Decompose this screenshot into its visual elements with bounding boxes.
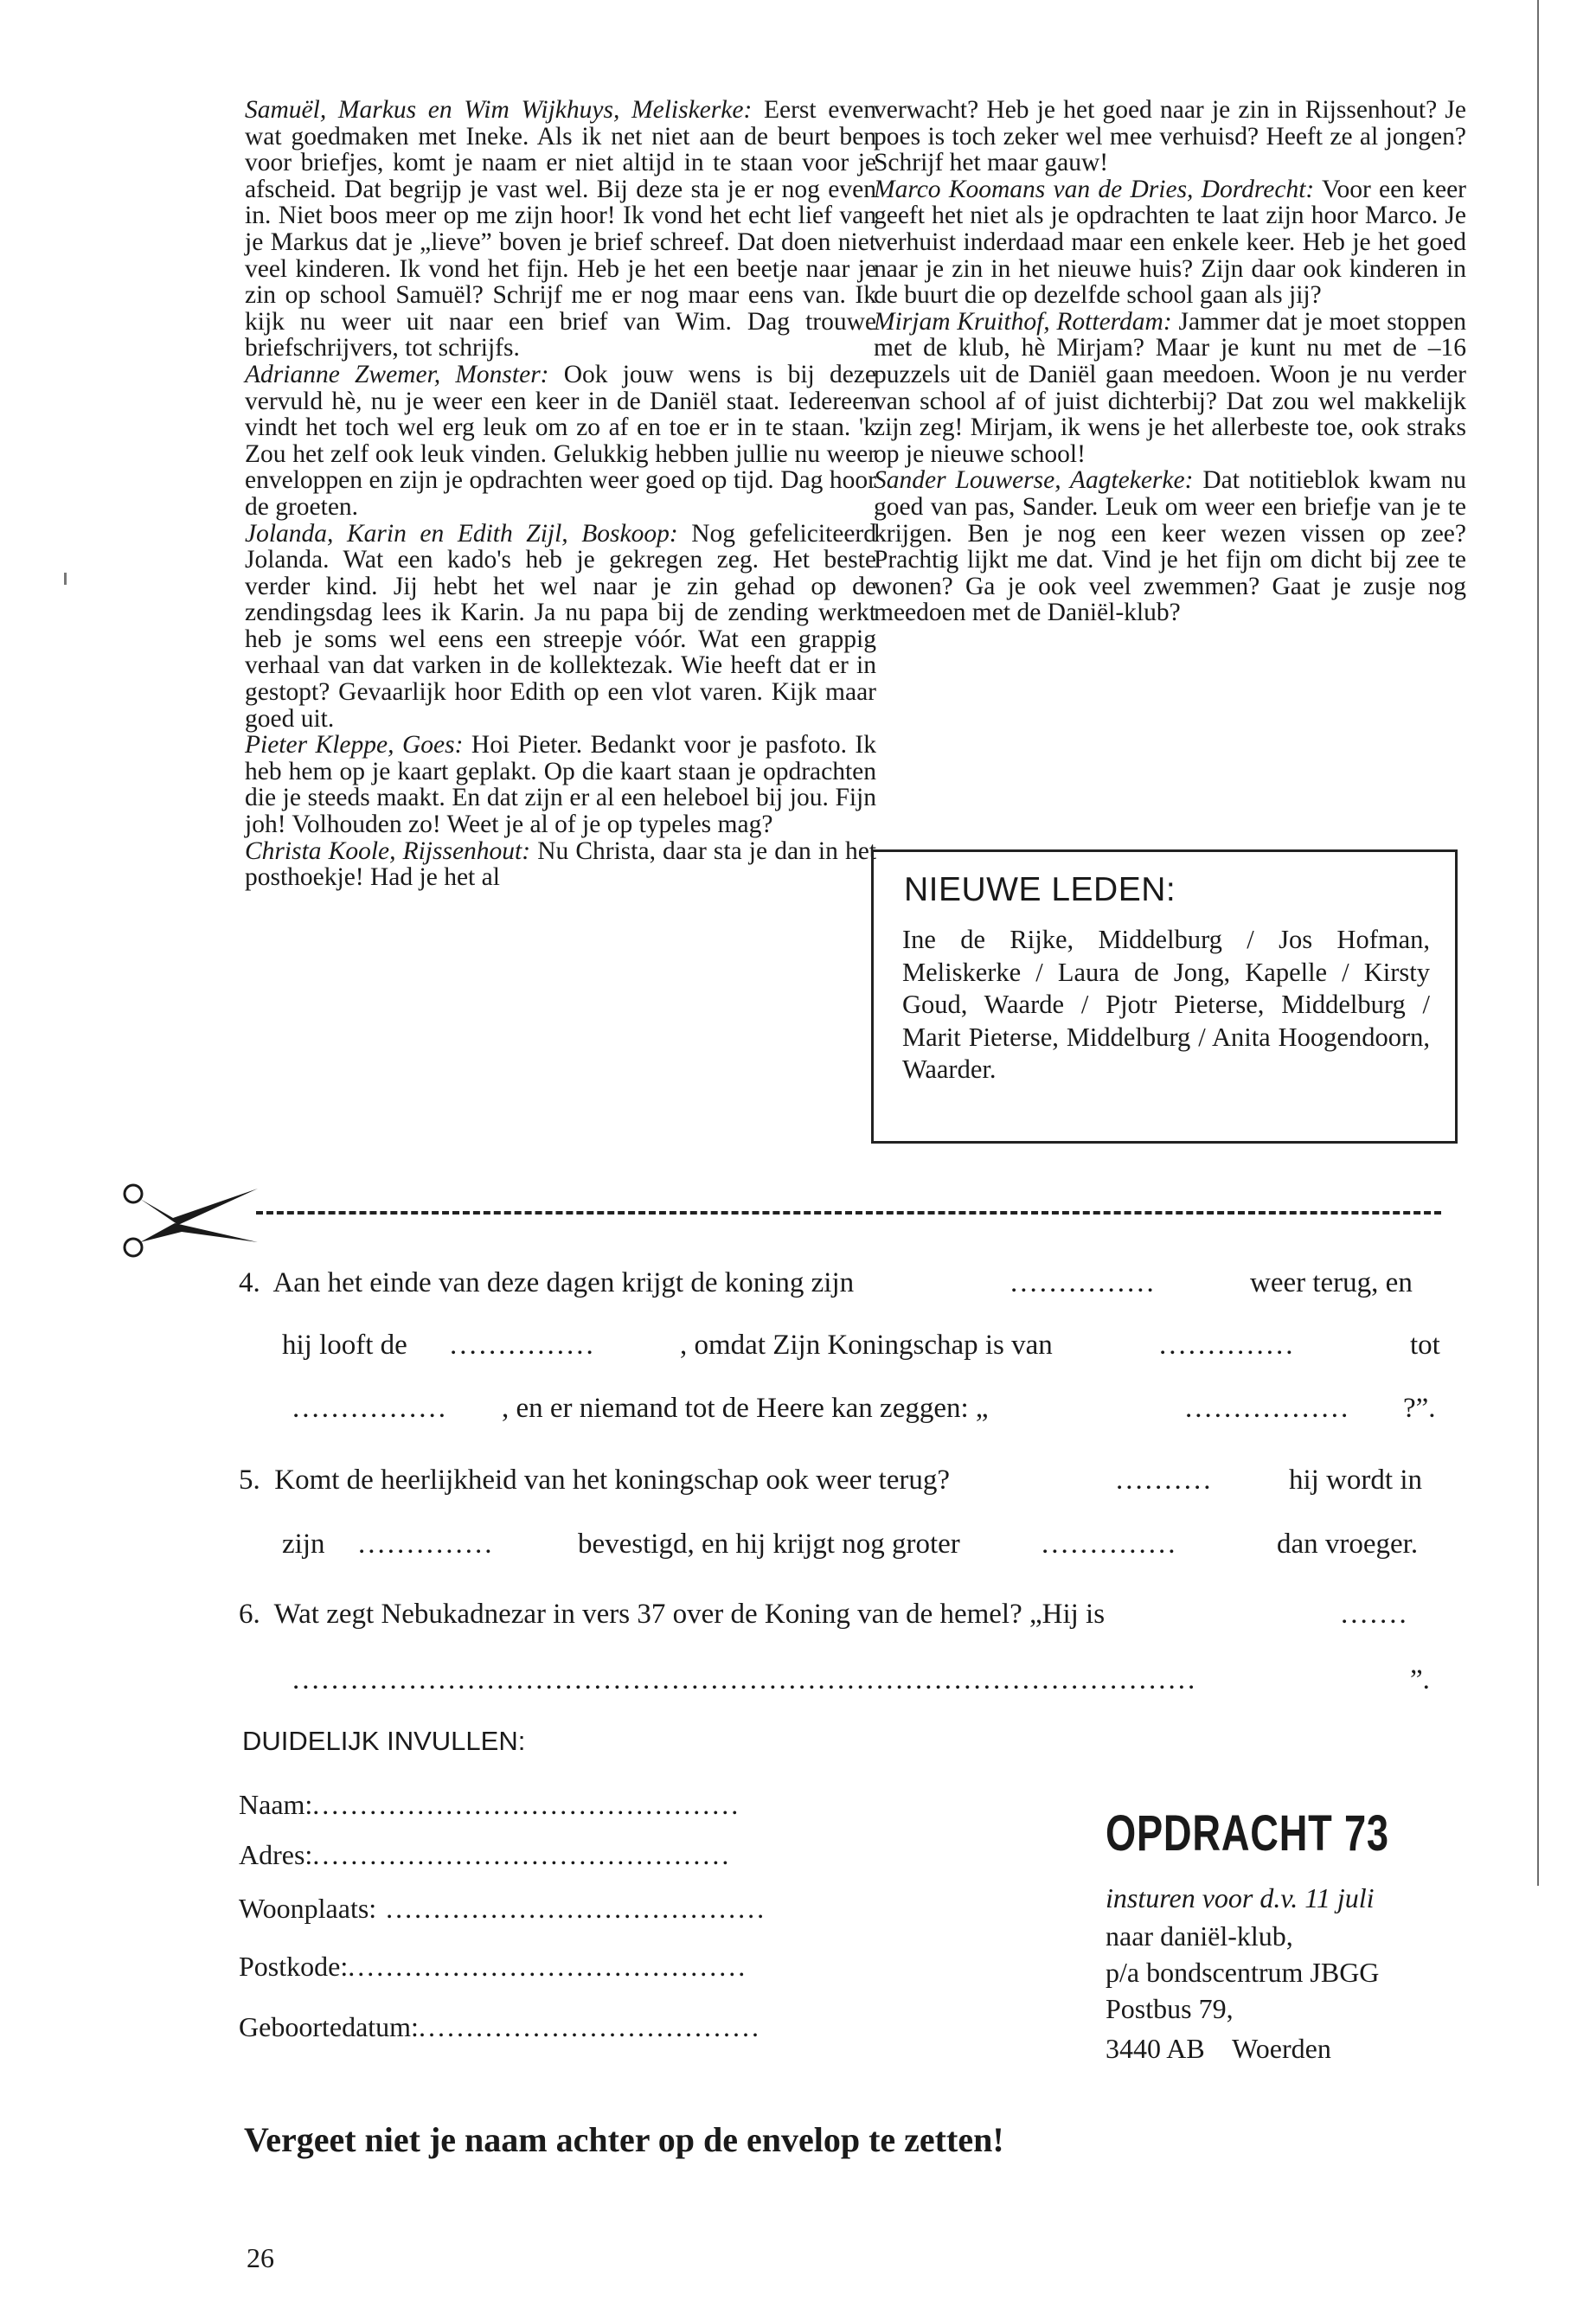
question-text: ?”. [1403,1393,1436,1424]
woonplaats-label: Woonplaats: [239,1893,377,1924]
nieuwe-leden-title: NIEUWE LEDEN: [904,871,1176,908]
page-number: 26 [247,2242,274,2273]
address-line: Postbus 79, [1106,1993,1234,2024]
reminder-text: Vergeet niet je naam achter op de envelop te zetten! [244,2120,1004,2159]
postkode-field[interactable]: Postkode:.......................................... [239,1951,748,1982]
letter-text: Nu Christa, daar sta je dan in het posthoekje! Had je het al [245,836,876,892]
page-edge-line [1537,0,1539,1886]
address-line: 3440 AB Woerden [1106,2033,1331,2064]
letter-text: Hoi Pieter. Bedankt voor je pasfoto. Ik heb hem op je kaart geplakt. Op die kaart staan je opdrachten die je steeds maakt. En dat zijn er al een heleboel bij jou. Fijn joh! Volhouden zo! Weet je al of je op typeles mag? [245,731,876,839]
letter [245,732,876,837]
letter [245,362,876,521]
letter-addressee: Christa Koole, Rijssenhout: [245,836,531,865]
question-text: dan vroeger. [1277,1529,1419,1560]
question-text: , omdat Zijn Koningschap is van [680,1330,1053,1361]
letter-text: verwacht? Heb je het goed naar je zin in Rijssenhout? Je poes is toch zeker wel mee verhuisd? Heeft ze al jongen? Schrijf het maar gauw! [874,96,1466,177]
letter-text: Dat notitieblok kwam nu goed van pas, Sander. Leuk om weer een briefje van je te krijgen. Ben je nog een keer wezen vissen op zee? Prachtig lijkt me dat. Vind je het fijn om dicht bij zee te wonen? Ga je ook veel zwemmen? Gaat je zusje nog meedoen met de Daniël-klub? [874,466,1466,627]
instuur-deadline: insturen voor d.v. 11 juli [1106,1882,1375,1913]
letter [245,97,876,362]
letter-addressee: Samuël, Markus en Wim Wijkhuys, Meliskerke: [245,96,753,124]
adres-label: Adres: [239,1839,313,1870]
address-line: p/a bondscentrum JBGG [1106,1957,1380,1988]
letter [245,521,876,733]
question-5-line-1 [239,1465,950,1497]
answer-blank[interactable]: ................. [1185,1393,1351,1424]
letter-addressee: Adrianne Zwemer, Monster: [245,360,549,388]
adres-field[interactable]: Adres:............................................ [239,1839,732,1870]
letter [874,467,1466,626]
letter [245,838,876,891]
question-number: 6. [239,1599,260,1630]
question-text: hij wordt in [1289,1465,1422,1496]
letter [874,176,1466,309]
answer-blank[interactable]: .............. [358,1529,495,1560]
naam-label: Naam: [239,1789,313,1820]
question-number: 4. [239,1267,260,1298]
answer-blank[interactable]: ............................................................................................. [292,1664,1198,1695]
opdracht-title: OPDRACHT 73 [1106,1805,1389,1862]
cut-line [256,1211,1441,1215]
answer-blank[interactable]: ............... [1010,1267,1157,1298]
answer-blank[interactable]: .......... [1116,1465,1214,1496]
question-4-line-1 [239,1267,854,1299]
letter-addressee: Pieter Kleppe, Goes: [245,731,464,760]
answer-blank[interactable]: .............. [1042,1529,1178,1560]
postkode-label: Postkode: [239,1951,349,1982]
letter-text: Voor een keer geeft het niet als je opdrachten te laat zijn hoor Marco. Je verhuist inderdaad maar een enkele keer. Heb je het goed naar je zin in het nieuwe huis? Zijn daar ook kinderen in de buurt die op dezelfde school gaan als jij? [874,175,1466,310]
nieuwe-leden-list: Ine de Rijke, Middelburg / Jos Hofman, Meliskerke / Laura de Jong, Kapelle / Kirsty Goud, Waarde / Pjotr Pieterse, Middelburg / Marit Pieterse, Middelburg / Anita Hoogendoorn, Waarder. [902,925,1430,1084]
question-text: bevestigd, en hij krijgt nog groter [578,1529,960,1560]
letter [874,309,1466,468]
letter-addressee: Sander Louwerse, Aagtekerke: [874,466,1194,495]
question-text: Wat zegt Nebukadnezar in vers 37 over de Koning van de hemel? „Hij is [273,1599,1106,1630]
woonplaats-field[interactable]: Woonplaats: ........................................ [239,1893,767,1924]
address-line: naar daniël-klub, [1106,1920,1293,1952]
letter-text: Ook jouw wens is bij deze vervuld hè, nu je weer een keer in de Daniël staat. Iedereen vindt het toch wel erg leuk om zo af en toe er in te staan. 'k Zou het zelf ook leuk vinden. Gelukkig hebben jullie nu weer enveloppen en zijn je opdrachten weer goed op tijd. Dag hoor de groeten. [245,360,876,521]
question-text: hij looft de [282,1330,407,1361]
answer-blank[interactable]: ................ [292,1393,448,1424]
question-text: tot [1410,1330,1440,1361]
letter-addressee: Jolanda, Karin en Edith Zijl, Boskoop: [245,519,678,548]
naam-field[interactable]: Naam:............................................. [239,1789,741,1820]
question-number: 5. [239,1465,260,1496]
letter-addressee: Mirjam Kruithof, Rotterdam: [874,307,1172,336]
question-text: weer terug, en [1250,1267,1413,1298]
question-text: Aan het einde van deze dagen krijgt de koning zijn [272,1267,855,1298]
answer-blank[interactable]: .............. [1159,1330,1296,1361]
letter-text: Jammer dat je moet stoppen met de klub, hè Mirjam? Maar je kunt nu met de –16 puzzels uit de Daniël gaan meedoen. Woon je nu verder van school af of juist dichterbij? Dat zou wel makkelijk zijn zeg! Mirjam, ik wens je het allerbeste toe, ook straks op je nieuwe school! [874,307,1467,468]
geboortedatum-label: Geboortedatum: [239,2011,419,2042]
scissors-icon [121,1178,260,1265]
page-mark [64,573,67,585]
posthoekje-right-column [874,97,1466,626]
question-text: zijn [282,1529,325,1560]
letter-addressee: Marco Koomans van de Dries, Dordrecht: [874,175,1315,203]
question-6-line-1 [239,1599,1105,1631]
question-text: ”. [1410,1664,1430,1695]
letter-text: Nog gefeliciteerd Jolanda. Wat een kado's heb je gekregen zeg. Het beste verder kind. Jij hebt het wel naar je zin gehad op de zendingsdag lees ik Karin. Ja nu papa bij de zending werkt heb je soms wel eens een streepje vóór. Wat een grappig verhaal van dat varken in de kollektezak. Wie heeft dat er in gestopt? Gevaarlijk hoor Edith op een vlot varen. Kijk maar goed uit. [245,519,876,733]
letter [874,97,1466,176]
posthoekje-left-column [245,97,876,891]
answer-blank[interactable]: ............... [450,1330,596,1361]
answer-blank[interactable]: ....... [1341,1599,1409,1630]
form-heading: DUIDELIJK INVULLEN: [242,1726,526,1756]
letter-text: Eerst even wat goedmaken met Ineke. Als ik net niet aan de beurt ben voor briefjes, komt je naam er niet altijd in te staan voor je afscheid. Dat begrijp je vast wel. Bij deze sta je er nog even in. Niet boos meer op me zijn hoor! Ik vond het echt lief van je Markus dat je „lieve” boven je brief schreef. Dat doen niet veel kinderen. Ik vond het fijn. Heb je het een beetje naar je zin op school Samuël? Schrijf me er nog maar eens van. Ik kijk nu weer uit naar een brief van Wim. Dag trouwe briefschrijvers, tot schrijfs. [245,96,876,362]
geboortedatum-field[interactable]: Geboortedatum:.................................... [239,2011,761,2042]
question-text: Komt de heerlijkheid van het koningschap ook weer terug? [274,1465,951,1496]
question-text: , en er niemand tot de Heere kan zeggen: „ [502,1393,989,1424]
